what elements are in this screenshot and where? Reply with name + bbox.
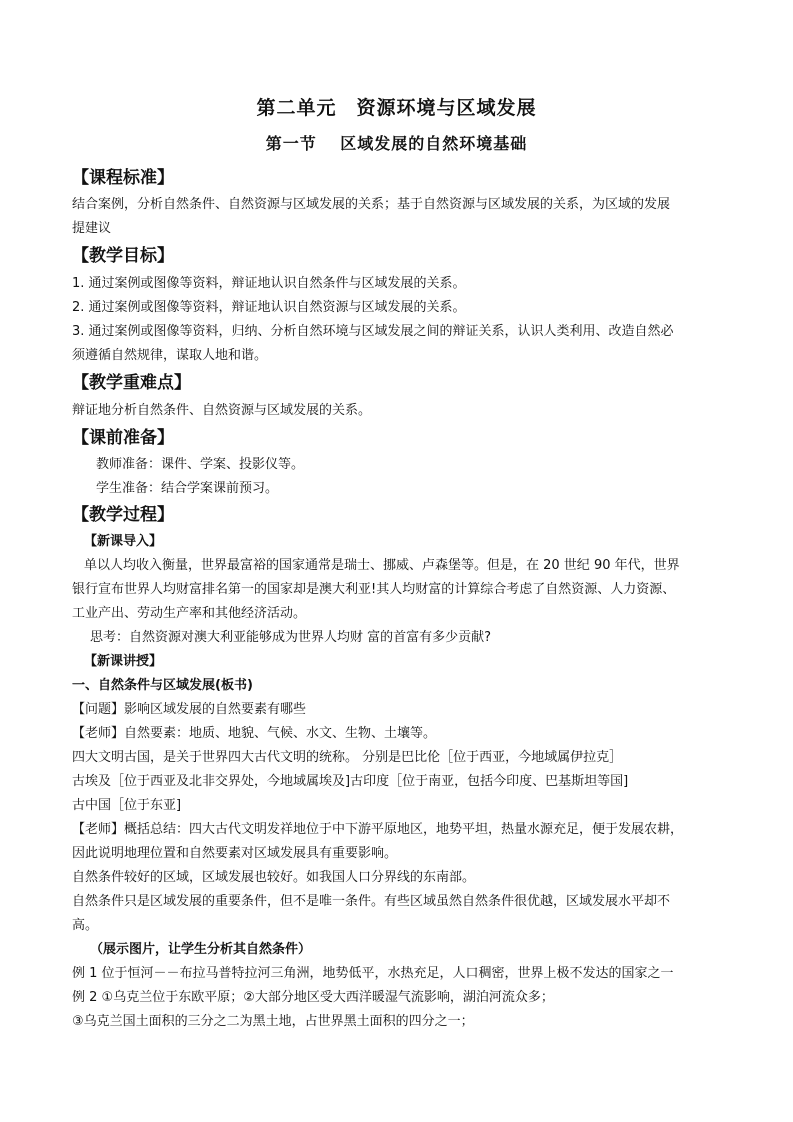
intro-line-2: 银行宣布世界人均财富排名第一的国家却是澳大利亚!其人均财富的计算综合考虑了自然资源、人力资源、 xyxy=(72,582,676,597)
show-pictures-note: （展示图片，让学生分析其自然条件） xyxy=(90,942,312,957)
teacher-summary-2: 因此说明地理位置和自然要素对区域发展具有重要影响。 xyxy=(72,846,398,861)
teacher-preparation: 教师准备：课件、学案、投影仪等。 xyxy=(96,457,305,472)
heading-goals: 【教学目标】 xyxy=(72,246,174,266)
only-condition-line-2: 高。 xyxy=(72,918,99,933)
good-conditions-line: 自然条件较好的区域，区域发展也较好。如我国人口分界线的东南部。 xyxy=(72,870,476,885)
intro-line-1: 单以人均收入衡量，世界最富裕的国家通常是瑞士、挪威、卢森堡等。但是，在 20 世纪 90 年代，世界 xyxy=(84,558,680,573)
heading-standard: 【课程标准】 xyxy=(72,168,174,188)
lecture-label: 【新课讲授】 xyxy=(84,654,163,669)
heading-process: 【教学过程】 xyxy=(72,505,174,525)
civilization-line-3: 古中国［位于东亚] xyxy=(72,798,182,813)
student-preparation: 学生准备：结合学案课前预习。 xyxy=(96,481,279,496)
key-points-text: 辩证地分析自然条件、自然资源与区域发展的关系。 xyxy=(72,403,372,418)
intro-label: 【新课导入】 xyxy=(84,534,163,549)
example-2: 例 2 ①乌克兰位于东欧平原；②大部分地区受大西洋暖湿气流影响，湖泊河流众多； xyxy=(72,990,554,1005)
only-condition-line-1: 自然条件只是区域发展的重要条件，但不是唯一条件。有些区域虽然自然条件很优越，区域发展水平却不 xyxy=(72,894,671,909)
heading-key-points: 【教学重难点】 xyxy=(72,373,191,393)
goal-item-1: 1. 通过案例或图像等资料，辩证地认识自然条件与区域发展的关系。 xyxy=(72,276,466,291)
goal-item-3: 3. 通过案例或图像等资料，归纳、分析自然环境与区域发展之间的辩证关系，认识人类利用、改造自然必 xyxy=(72,324,674,339)
goal-item-2: 2. 通过案例或图像等资料，辩证地认识自然资源与区域发展的关系。 xyxy=(72,300,466,315)
intro-line-3: 工业产出、劳动生产率和其他经济活动。 xyxy=(72,606,307,621)
standard-line-1: 结合案例，分析自然条件、自然资源与区域发展的关系；基于自然资源与区域发展的关系，为区域的发展 xyxy=(72,197,671,212)
goal-item-3-cont: 须遵循自然规律，谋取人地和谐。 xyxy=(72,348,268,363)
section-title: 第一节 区域发展的自然环境基础 xyxy=(265,134,528,153)
unit-title: 第二单元 资源环境与区域发展 xyxy=(256,97,537,119)
heading-preparation: 【课前准备】 xyxy=(72,428,174,448)
example-1: 例 1 位于恒河－－布拉马普特拉河三角洲，地势低平，水热充足，人口稠密，世界上极不发达的国家之一 xyxy=(72,966,674,981)
teacher-line-1: 【老师】自然要素：地质、地貌、气候、水文、生物、土壤等。 xyxy=(72,726,437,741)
civilization-line-2: 古埃及［位于西亚及北非交界处，今地域属埃及]古印度［位于南亚，包括今印度、巴基斯坦等国] xyxy=(72,774,629,789)
example-2-cont: ③乌克兰国土面积的三分之二为黑土地，占世界黑土面积的四分之一； xyxy=(72,1014,474,1029)
standard-line-2: 提建议 xyxy=(72,221,112,236)
civilization-line-1: 四大文明古国，是关于世界四大古代文明的统称。 分别是巴比伦［位于西亚，今地域属伊拉克］ xyxy=(72,750,623,765)
question-line: 【问题】影响区域发展的自然要素有哪些 xyxy=(72,702,307,717)
part1-title: 一、自然条件与区域发展(板书) xyxy=(72,678,253,693)
intro-think: 思考：自然资源对澳大利亚能够成为世界人均财 富的首富有多少贡献? xyxy=(90,630,492,645)
teacher-summary-1: 【老师】概括总结：四大古代文明发祥地位于中下游平原地区，地势平坦，热量水源充足，便于发展农耕， xyxy=(72,822,684,837)
